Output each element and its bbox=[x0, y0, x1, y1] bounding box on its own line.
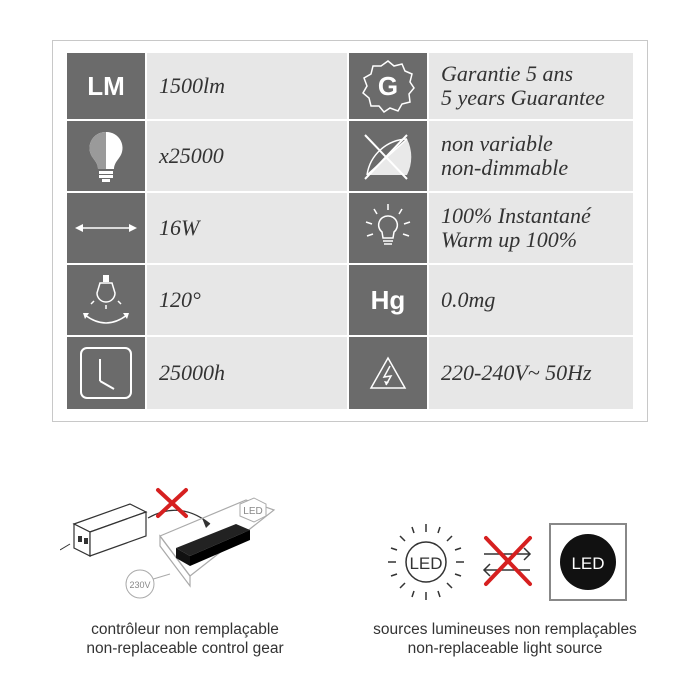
beam-angle-icon bbox=[67, 265, 145, 335]
voltage-warning-icon bbox=[349, 337, 427, 409]
guarantee-icon bbox=[349, 53, 427, 119]
mercury-cell bbox=[429, 265, 633, 335]
guarantee-line-fr: Garantie 5 ans bbox=[441, 61, 573, 86]
non-dimmable-icon bbox=[349, 121, 427, 191]
no-replace-cross-icon bbox=[158, 490, 186, 516]
warmup-line-fr: 100% Instantané bbox=[441, 203, 591, 228]
beam-angle-value: 120° bbox=[159, 287, 201, 312]
spec-table bbox=[52, 40, 648, 422]
voltage-value: 220-240V~ 50Hz bbox=[441, 360, 592, 385]
clock-icon bbox=[67, 337, 145, 409]
lumen-value: 1500lm bbox=[159, 73, 225, 98]
double-arrow-icon bbox=[67, 193, 145, 263]
bulb-icon bbox=[67, 121, 145, 191]
warmup-cell bbox=[429, 193, 633, 263]
dimmable-line-fr: non variable bbox=[441, 131, 553, 156]
light-source-caption-en: non-replaceable light source bbox=[407, 640, 603, 657]
led-module-label: LED bbox=[571, 554, 605, 573]
light-source-caption bbox=[345, 620, 665, 658]
no-swap-cross-icon bbox=[486, 538, 530, 584]
mercury-value: 0.0mg bbox=[441, 287, 496, 312]
dimmable-cell bbox=[429, 121, 633, 191]
voltage-cell bbox=[429, 337, 633, 409]
control-gear-caption-fr: contrôleur non remplaçable bbox=[91, 621, 279, 638]
beam-angle-cell bbox=[147, 265, 347, 335]
control-gear-caption bbox=[40, 620, 330, 658]
mercury-icon bbox=[349, 265, 427, 335]
light-source-illustration bbox=[380, 518, 630, 606]
lumen-icon bbox=[67, 53, 145, 119]
dimmable-line-en: non-dimmable bbox=[441, 155, 569, 180]
control-gear-caption-en: non-replaceable control gear bbox=[86, 640, 284, 657]
instant-light-icon bbox=[349, 193, 427, 263]
wattage-value: 16W bbox=[159, 215, 200, 240]
led-rays-icon bbox=[388, 524, 464, 600]
mercury-icon-label: Hg bbox=[370, 284, 406, 315]
lumen-value-cell bbox=[147, 53, 347, 119]
lifetime-cell bbox=[147, 337, 347, 409]
lumen-icon-label: LM bbox=[87, 70, 125, 101]
wattage-cell bbox=[147, 193, 347, 263]
led-light-label: LED bbox=[409, 554, 443, 573]
warmup-line-en: Warm up 100% bbox=[441, 227, 578, 252]
driver-box-icon bbox=[60, 504, 146, 556]
led-hex-label: LED bbox=[243, 506, 263, 517]
light-source-caption-fr: sources lumineuses non remplaçables bbox=[373, 621, 637, 638]
lifetime-value: 25000h bbox=[159, 360, 225, 385]
switching-cycles-value: x25000 bbox=[159, 143, 224, 168]
control-gear-illustration bbox=[60, 480, 290, 600]
guarantee-cell bbox=[429, 53, 633, 119]
guarantee-line-en: 5 years Guarantee bbox=[441, 85, 605, 110]
voltage-badge-label: 230V bbox=[129, 580, 151, 590]
switching-cycles-cell bbox=[147, 121, 347, 191]
guarantee-icon-label: G bbox=[377, 70, 399, 101]
